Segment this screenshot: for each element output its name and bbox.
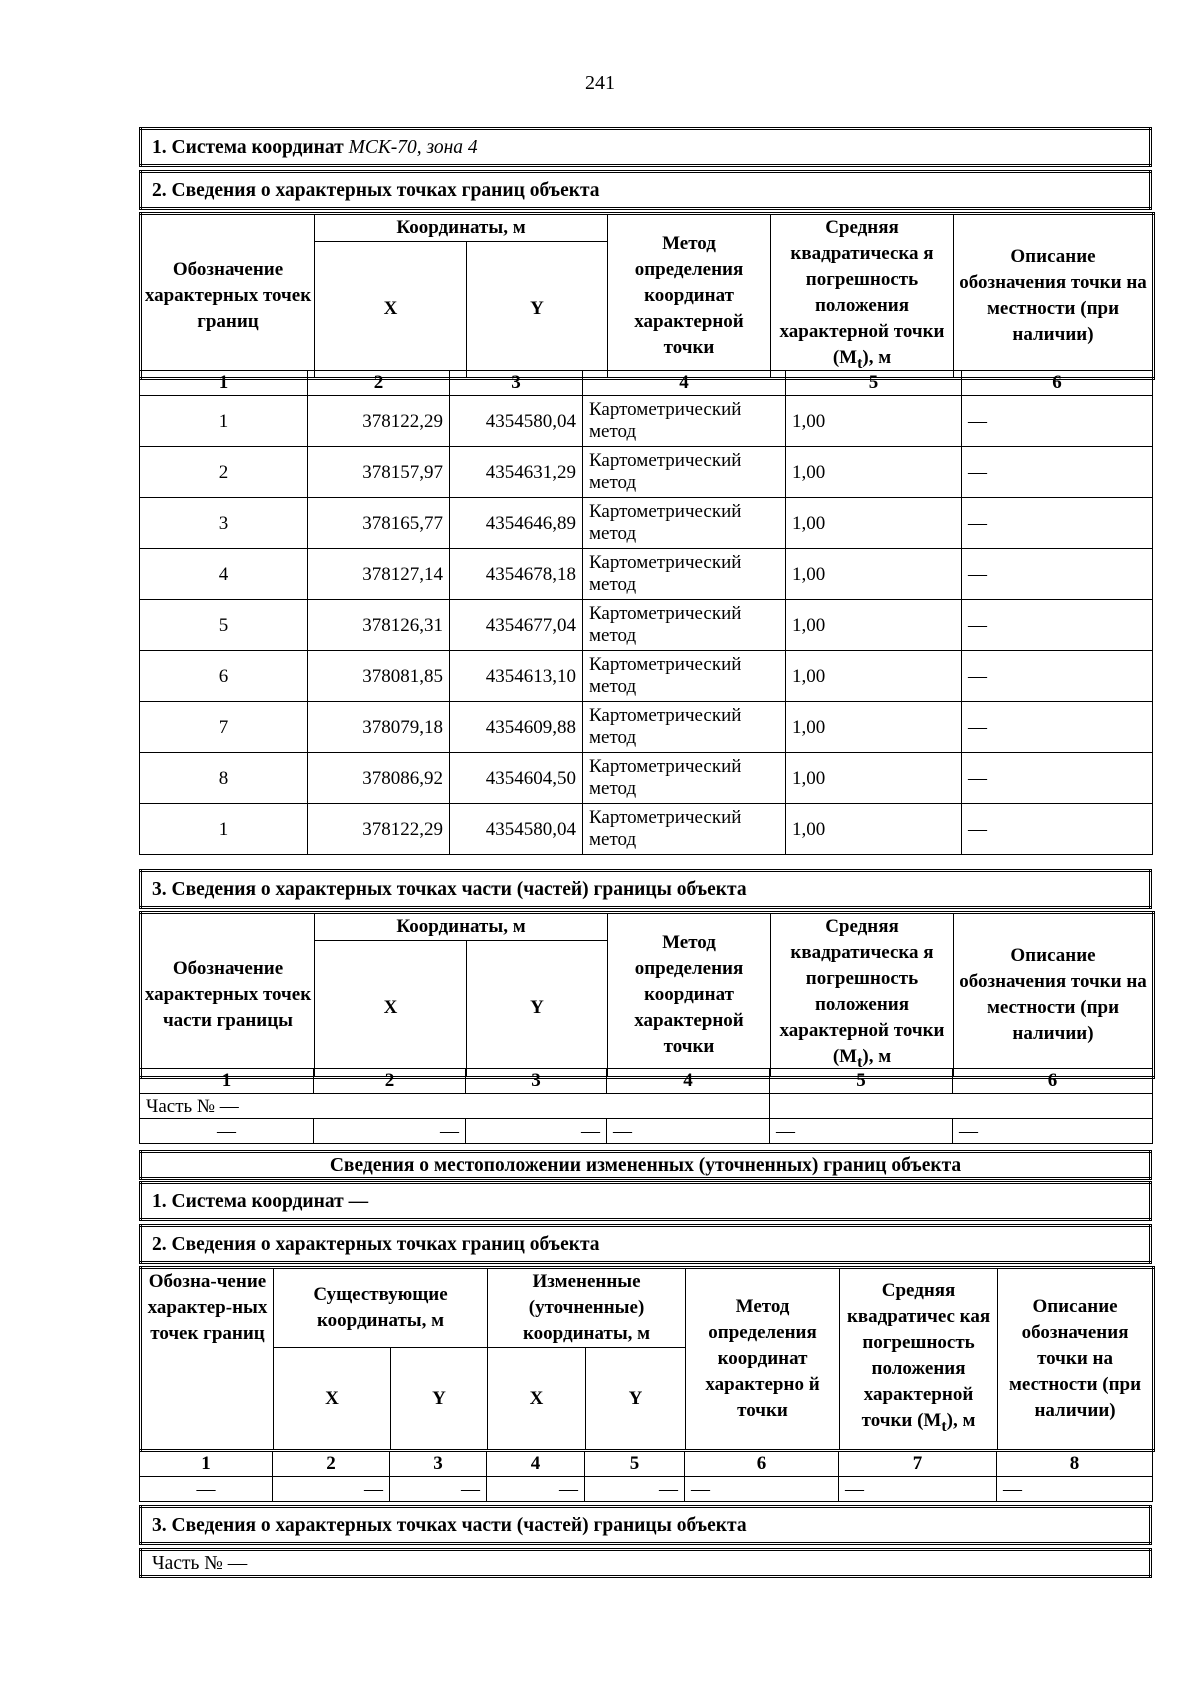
part-points-title: 3. Сведения о характерных точках части (частей) границы объекта	[141, 871, 1151, 908]
table-row	[140, 396, 1153, 447]
table-row	[140, 600, 1153, 651]
error-value: 1,00	[786, 498, 962, 549]
coordinate-system-cell	[141, 129, 1151, 166]
changed-column-numbers-row: 1 2 3 4 5 6 7 8	[140, 1452, 1153, 1477]
changed-table	[139, 1451, 1152, 1502]
changed-part-title: 3. Сведения о характерных точках части (частей) границы объекта	[141, 1507, 1151, 1544]
y-value: 4354580,04	[450, 804, 583, 855]
x-value: 378079,18	[308, 702, 450, 753]
header-y: Y	[467, 242, 608, 379]
changed-header-existing: Существующие координаты, м	[274, 1268, 488, 1348]
point-number: 2	[140, 447, 308, 498]
section-part-points-title	[139, 869, 1152, 909]
changed-borders-title-block	[139, 1150, 1152, 1180]
points-table-header	[139, 212, 1152, 380]
y-value: 4354613,10	[450, 651, 583, 702]
x-value: 378127,14	[308, 549, 450, 600]
point-number: 8	[140, 753, 308, 804]
error-value: 1,00	[786, 600, 962, 651]
y-value: 4354678,18	[450, 549, 583, 600]
table-row	[140, 804, 1153, 855]
error-value: 1,00	[786, 447, 962, 498]
table-row	[140, 498, 1153, 549]
y-value: 4354604,50	[450, 753, 583, 804]
method-value: Картометрический метод	[583, 753, 786, 804]
changed-header-method: Метод определения координат характерно й точки	[686, 1268, 840, 1451]
section-points-title	[139, 170, 1152, 210]
x-value: 378086,92	[308, 753, 450, 804]
table-row	[140, 447, 1153, 498]
points-table	[139, 370, 1152, 855]
table-row	[140, 753, 1153, 804]
error-value: 1,00	[786, 396, 962, 447]
point-number: 1	[140, 804, 308, 855]
part-label-row	[140, 1094, 1153, 1119]
part-empty-row: — — — — — —	[140, 1119, 1153, 1144]
changed-part-label-block	[139, 1548, 1152, 1578]
point-number: 3	[140, 498, 308, 549]
column-numbers-row: 1 2 3 4 5 6	[140, 371, 1153, 396]
method-value: Картометрический метод	[583, 447, 786, 498]
points-title: 2. Сведения о характерных точках границ объекта	[141, 172, 1151, 209]
y-value: 4354580,04	[450, 396, 583, 447]
part-table	[139, 1068, 1152, 1144]
method-value: Картометрический метод	[583, 396, 786, 447]
part-header-description: Описание обозначения точки на местности (при наличии)	[954, 913, 1154, 1078]
part-header-error: Средняя квадратическа я погрешность положения характерной точки $(M_t)$, м	[771, 913, 954, 1078]
table-row	[140, 702, 1153, 753]
description-value: —	[962, 702, 1153, 753]
method-value: Картометрический метод	[583, 804, 786, 855]
changed-part-title-block	[139, 1505, 1152, 1545]
error-value: 1,00	[786, 549, 962, 600]
x-value: 378165,77	[308, 498, 450, 549]
description-value: —	[962, 600, 1153, 651]
changed-header-designation: Обозна-чение характер-ных точек границ	[141, 1268, 274, 1451]
changed-points-title-block	[139, 1224, 1152, 1264]
description-value: —	[962, 396, 1153, 447]
changed-empty-row: — — — — — — — —	[140, 1477, 1153, 1502]
method-value: Картометрический метод	[583, 651, 786, 702]
changed-header-changed: Измененные (уточненные) координаты, м	[488, 1268, 686, 1348]
part-header-designation: Обозначение характерных точек части границы	[141, 913, 315, 1078]
part-header-coordinates: Координаты, м	[315, 913, 608, 941]
x-value: 378126,31	[308, 600, 450, 651]
method-value: Картометрический метод	[583, 498, 786, 549]
description-value: —	[962, 753, 1153, 804]
description-value: —	[962, 498, 1153, 549]
header-coordinates: Координаты, м	[315, 214, 608, 242]
y-value: 4354609,88	[450, 702, 583, 753]
y-value: 4354677,04	[450, 600, 583, 651]
changed-borders-title: Сведения о местоположении измененных (уточненных) границ объекта	[141, 1152, 1151, 1179]
description-value: —	[962, 549, 1153, 600]
description-value: —	[962, 651, 1153, 702]
method-value: Картометрический метод	[583, 600, 786, 651]
header-x: X	[315, 242, 467, 379]
changed-header-existing-x: X	[274, 1348, 391, 1451]
error-value: 1,00	[786, 702, 962, 753]
x-value: 378122,29	[308, 396, 450, 447]
part-header-x: X	[315, 941, 467, 1078]
part-header-method: Метод определения координат характерной точки	[608, 913, 771, 1078]
table-row	[140, 651, 1153, 702]
changed-header-description: Описание обозначения точки на местности (при наличии)	[998, 1268, 1154, 1451]
x-value: 378122,29	[308, 804, 450, 855]
description-value: —	[962, 447, 1153, 498]
changed-coordinate-system-label: 1. Система координат —	[141, 1183, 1151, 1220]
header-description: Описание обозначения точки на местности (при наличии)	[954, 214, 1154, 379]
header-designation: Обозначение характерных точек границ	[141, 214, 315, 379]
y-value: 4354631,29	[450, 447, 583, 498]
changed-part-label: Часть № —	[141, 1550, 1151, 1577]
part-column-numbers-row: 1 2 3 4 5 6	[140, 1069, 1153, 1094]
changed-header-changed-x: X	[488, 1348, 586, 1451]
description-value: —	[962, 804, 1153, 855]
coordinate-system-value: МСК-70, зона 4	[348, 136, 478, 158]
changed-table-header	[139, 1266, 1152, 1452]
point-number: 4	[140, 549, 308, 600]
method-value: Картометрический метод	[583, 549, 786, 600]
header-error: Средняя квадратическа я погрешность положения характерной точки $(M_t)$, м	[771, 214, 954, 379]
point-number: 6	[140, 651, 308, 702]
header-method: Метод определения координат характерной точки	[608, 214, 771, 379]
x-value: 378081,85	[308, 651, 450, 702]
point-number: 5	[140, 600, 308, 651]
changed-header-changed-y: Y	[586, 1348, 686, 1451]
part-header-y: Y	[467, 941, 608, 1078]
page-number: 241	[585, 72, 615, 94]
method-value: Картометрический метод	[583, 702, 786, 753]
error-value: 1,00	[786, 804, 962, 855]
part-label: Часть № —	[140, 1094, 770, 1119]
x-value: 378157,97	[308, 447, 450, 498]
y-value: 4354646,89	[450, 498, 583, 549]
changed-coordinate-system	[139, 1181, 1152, 1221]
changed-points-title: 2. Сведения о характерных точках границ объекта	[141, 1226, 1151, 1263]
point-number: 1	[140, 396, 308, 447]
changed-header-existing-y: Y	[391, 1348, 488, 1451]
error-value: 1,00	[786, 753, 962, 804]
part-table-header	[139, 911, 1152, 1079]
point-number: 7	[140, 702, 308, 753]
section-coordinate-system	[139, 127, 1152, 167]
table-row	[140, 549, 1153, 600]
changed-header-error: Средняя квадратичес кая погрешность положения характерной точки $(M_t)$, м	[840, 1268, 998, 1451]
error-value: 1,00	[786, 651, 962, 702]
coordinate-system-label: 1. Система координат	[152, 136, 344, 158]
